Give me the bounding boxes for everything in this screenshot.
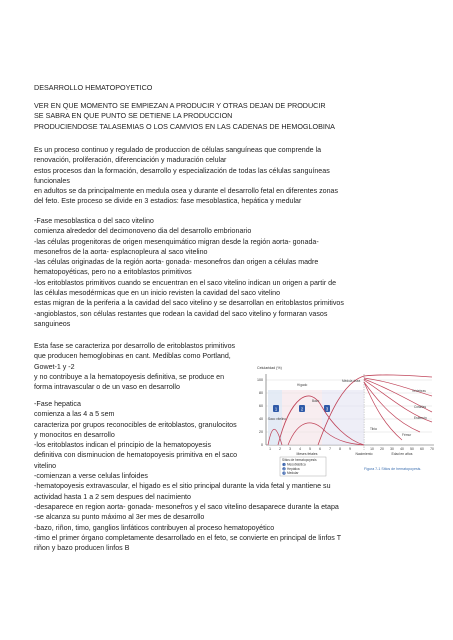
curve-label: Bazo <box>312 399 320 403</box>
hematopoiesis-figure-svg <box>252 362 442 477</box>
document-title <box>34 83 434 93</box>
paragraph-line: -se alcanza su punto máximo al 3er mes de desarrollo <box>34 513 205 522</box>
paragraph-line: Esta fase se caracteriza por desarrollo de eritoblastos primitivos <box>34 342 236 350</box>
curve-label: Fémur <box>402 433 412 437</box>
paragraph-line: -comienzan a verse celulas linfoides <box>34 472 148 481</box>
paragraph-line: comienza alrededor del decimonoveno dia del desarrollo embrionario <box>34 227 252 236</box>
paragraph-line: -bazo, riñon, timo, ganglios linfáticos contribuyen al proceso hematopoyético <box>34 523 275 532</box>
paragraph-line: -los eritoblastos primitivos cuando se encuentran en el saco vitelino indican un origen a partir de <box>34 278 337 287</box>
paragraph-line: renovación, proliferación, diferenciación y maduración celular <box>34 156 227 165</box>
paragraph-line: -timo el primer órgano completamente desarrollado en el feto, se convierte en principal de linfos T <box>34 533 342 542</box>
figure-ytick: 60 <box>259 404 263 408</box>
stage-marker-3-label: 3 <box>325 406 329 412</box>
figure-xlabel-left: Meses fetales <box>296 452 318 456</box>
figure-xtick: 40 <box>400 447 404 451</box>
paragraph-line: Gowet-1 y -2 <box>34 362 75 371</box>
paragraph-line: caracteriza por grupos reconocibles de eritoblastos, granulocitos <box>34 420 237 429</box>
paragraph-line: -las células progenitoras de origen mesenquimático migran desde la región aorta- gonada- <box>34 237 319 246</box>
paragraph-line: actividad hasta 1 a 2 sem despues del nacimiento <box>34 492 191 501</box>
curve-label: Saco vitelino <box>268 417 287 421</box>
intro-block <box>34 101 434 132</box>
intro-line: SE SABRA EN QUE PUNTO SE DETIENE LA PRODUCCION <box>34 111 233 121</box>
paragraph-line: -las células originadas de la región aorta- gonada- mesonefros dan origen a células madre <box>34 258 319 267</box>
stage-marker-1-label: 1 <box>274 406 278 412</box>
figure-xtick: 1 <box>269 447 271 451</box>
paragraph-line: forma intravascular o de un vaso en desarrollo <box>34 383 180 392</box>
figure-xtick: 7 <box>329 447 331 451</box>
figure-xtick: 6 <box>319 447 321 451</box>
intro-line: PRODUCIENDOSE TALASEMIAS O LOS CAMVIOS EN LAS CADENAS DE HEMOGLOBINA <box>34 121 335 131</box>
figure-ytick: 20 <box>259 430 263 434</box>
figure-xtick: 30 <box>390 447 394 451</box>
paragraph-line: -Fase mesoblastica o del saco vitelino <box>34 217 154 225</box>
legend-item: Mesoblástica <box>287 462 306 467</box>
paragraph-line: vitelino <box>34 461 57 470</box>
figure-xtick: 8 <box>339 447 341 451</box>
paragraph-line: del feto. Este proceso se divide en 3 estadios: fase mesoblastica, hepática y medular <box>34 197 302 206</box>
paragraph-line: y monocitos en desarrollo <box>34 430 115 439</box>
paragraph-line: definitiva con disminucion de hematopoyesis primitiva en el saco <box>34 451 238 460</box>
paragraph-mesoblastic-phase <box>34 216 434 329</box>
figure-xtick: 3 <box>289 447 291 451</box>
figure-xtick: 70 <box>430 447 434 451</box>
curve-label: Costillas <box>414 405 427 409</box>
figure-ytick: 80 <box>259 391 263 395</box>
paragraph-line: -desaparece en region aorta- gonada- mesonefros y el saco vitelino desaparece durante la etapa <box>34 502 339 511</box>
figure-xtick: 60 <box>420 447 424 451</box>
paragraph-line: sanguineos <box>34 319 71 328</box>
legend-dot-medullary-label: 3 <box>283 472 285 476</box>
paragraph-primitive-erythroblasts <box>34 341 249 392</box>
paragraph-line: estos procesos dan la formación, desarrollo y especialización de todas las células sanguíneas <box>34 166 330 175</box>
paragraph-line: y no contribuye a la hematopoyesis definitiva, se produce en <box>34 372 225 381</box>
figure-xtick: 2 <box>279 447 281 451</box>
title-text: DESARROLLO HEMATOPOYETICO <box>34 83 153 92</box>
paragraph-line: Es un proceso continuo y regulado de produccion de células sanguíneas que comprende la <box>34 146 322 154</box>
figure-xtick: 9 <box>349 447 351 451</box>
curve-tibia <box>364 382 402 440</box>
figure-xtick: 5 <box>309 447 311 451</box>
paragraph-line: -los eritoblastos indican el principio de la hematopoyesis <box>34 441 212 450</box>
curve-label: Vértebras <box>412 389 426 393</box>
figure-xlabel-mid: Nacimiento <box>355 452 373 456</box>
paragraph-line: -angioblastos, son células restantes que rodean la cavidad del saco vitelino y formaran vasos <box>34 309 328 318</box>
paragraph-line: riñon y bazo producen linfos B <box>34 544 130 553</box>
figure-caption: Figura 7-1 Sitios de hematopoyesis. <box>364 467 422 471</box>
figure-xtick: 10 <box>370 447 374 451</box>
paragraph-line: estas migran de la periferia a la cavidad del saco vitelino y se desarrollan en eritoblastos primitivos <box>34 299 344 308</box>
hematopoiesis-figure <box>252 362 442 477</box>
figure-xtick: 4 <box>299 447 301 451</box>
figure-ytick: 40 <box>259 417 263 421</box>
legend-dot-hepatic-label: 2 <box>283 467 285 471</box>
stage-marker-2-label: 2 <box>300 406 304 412</box>
paragraph-line: comienza a las 4 a 5 sem <box>34 410 115 419</box>
paragraph-line: -hematopoyesis extravascular, el higado es el sitio principal durante la vida fetal y mantiene su <box>34 482 331 491</box>
curve-label: Médula ósea <box>342 379 361 383</box>
paragraph-line: que producen hemoglobinas en cant. Mediblas como Portland, <box>34 352 231 361</box>
intro-line: VER EN QUE MOMENTO SE EMPIEZAN A PRODUCIR Y OTRAS DEJAN DE PRODUCIR <box>34 101 326 110</box>
paragraph-line: hematopoyéticas, pero no a eritoblastos primitivos <box>34 268 192 277</box>
stage-region-medullary <box>322 390 364 445</box>
figure-xlabel-right: Edad en años <box>391 452 413 456</box>
figure-ylabel: Celularidad (%) <box>257 366 282 370</box>
curve-label: Hígado <box>297 383 308 387</box>
paragraph-line: funcionales <box>34 176 70 185</box>
legend-dot-mesoblastic-label: 1 <box>283 463 285 467</box>
figure-ytick: 100 <box>257 378 263 382</box>
paragraph-line: las células mesodérmicas que en un inicio revisten la cavidad del saco vitelino <box>34 289 281 298</box>
paragraph-definition <box>34 145 434 207</box>
legend-item: Medular <box>287 471 299 476</box>
figure-ytick: 0 <box>261 443 263 447</box>
paragraph-line: mesonefros de la aorta- esplacnopleura al saco vitelino <box>34 247 208 256</box>
curve-label: Esternón <box>414 416 427 420</box>
stages-legend-title: Sitios de hematopoyesis <box>282 458 317 462</box>
figure-xtick: 20 <box>380 447 384 451</box>
legend-item: Hepática <box>287 466 300 471</box>
figure-xtick: 50 <box>410 447 414 451</box>
paragraph-line: en adultos se da principalmente en medula osea y durante el desarrollo fetal en diferentes zonas <box>34 187 339 196</box>
paragraph-line: -Fase hepatica <box>34 400 81 408</box>
curve-label: Tibia <box>370 427 377 431</box>
